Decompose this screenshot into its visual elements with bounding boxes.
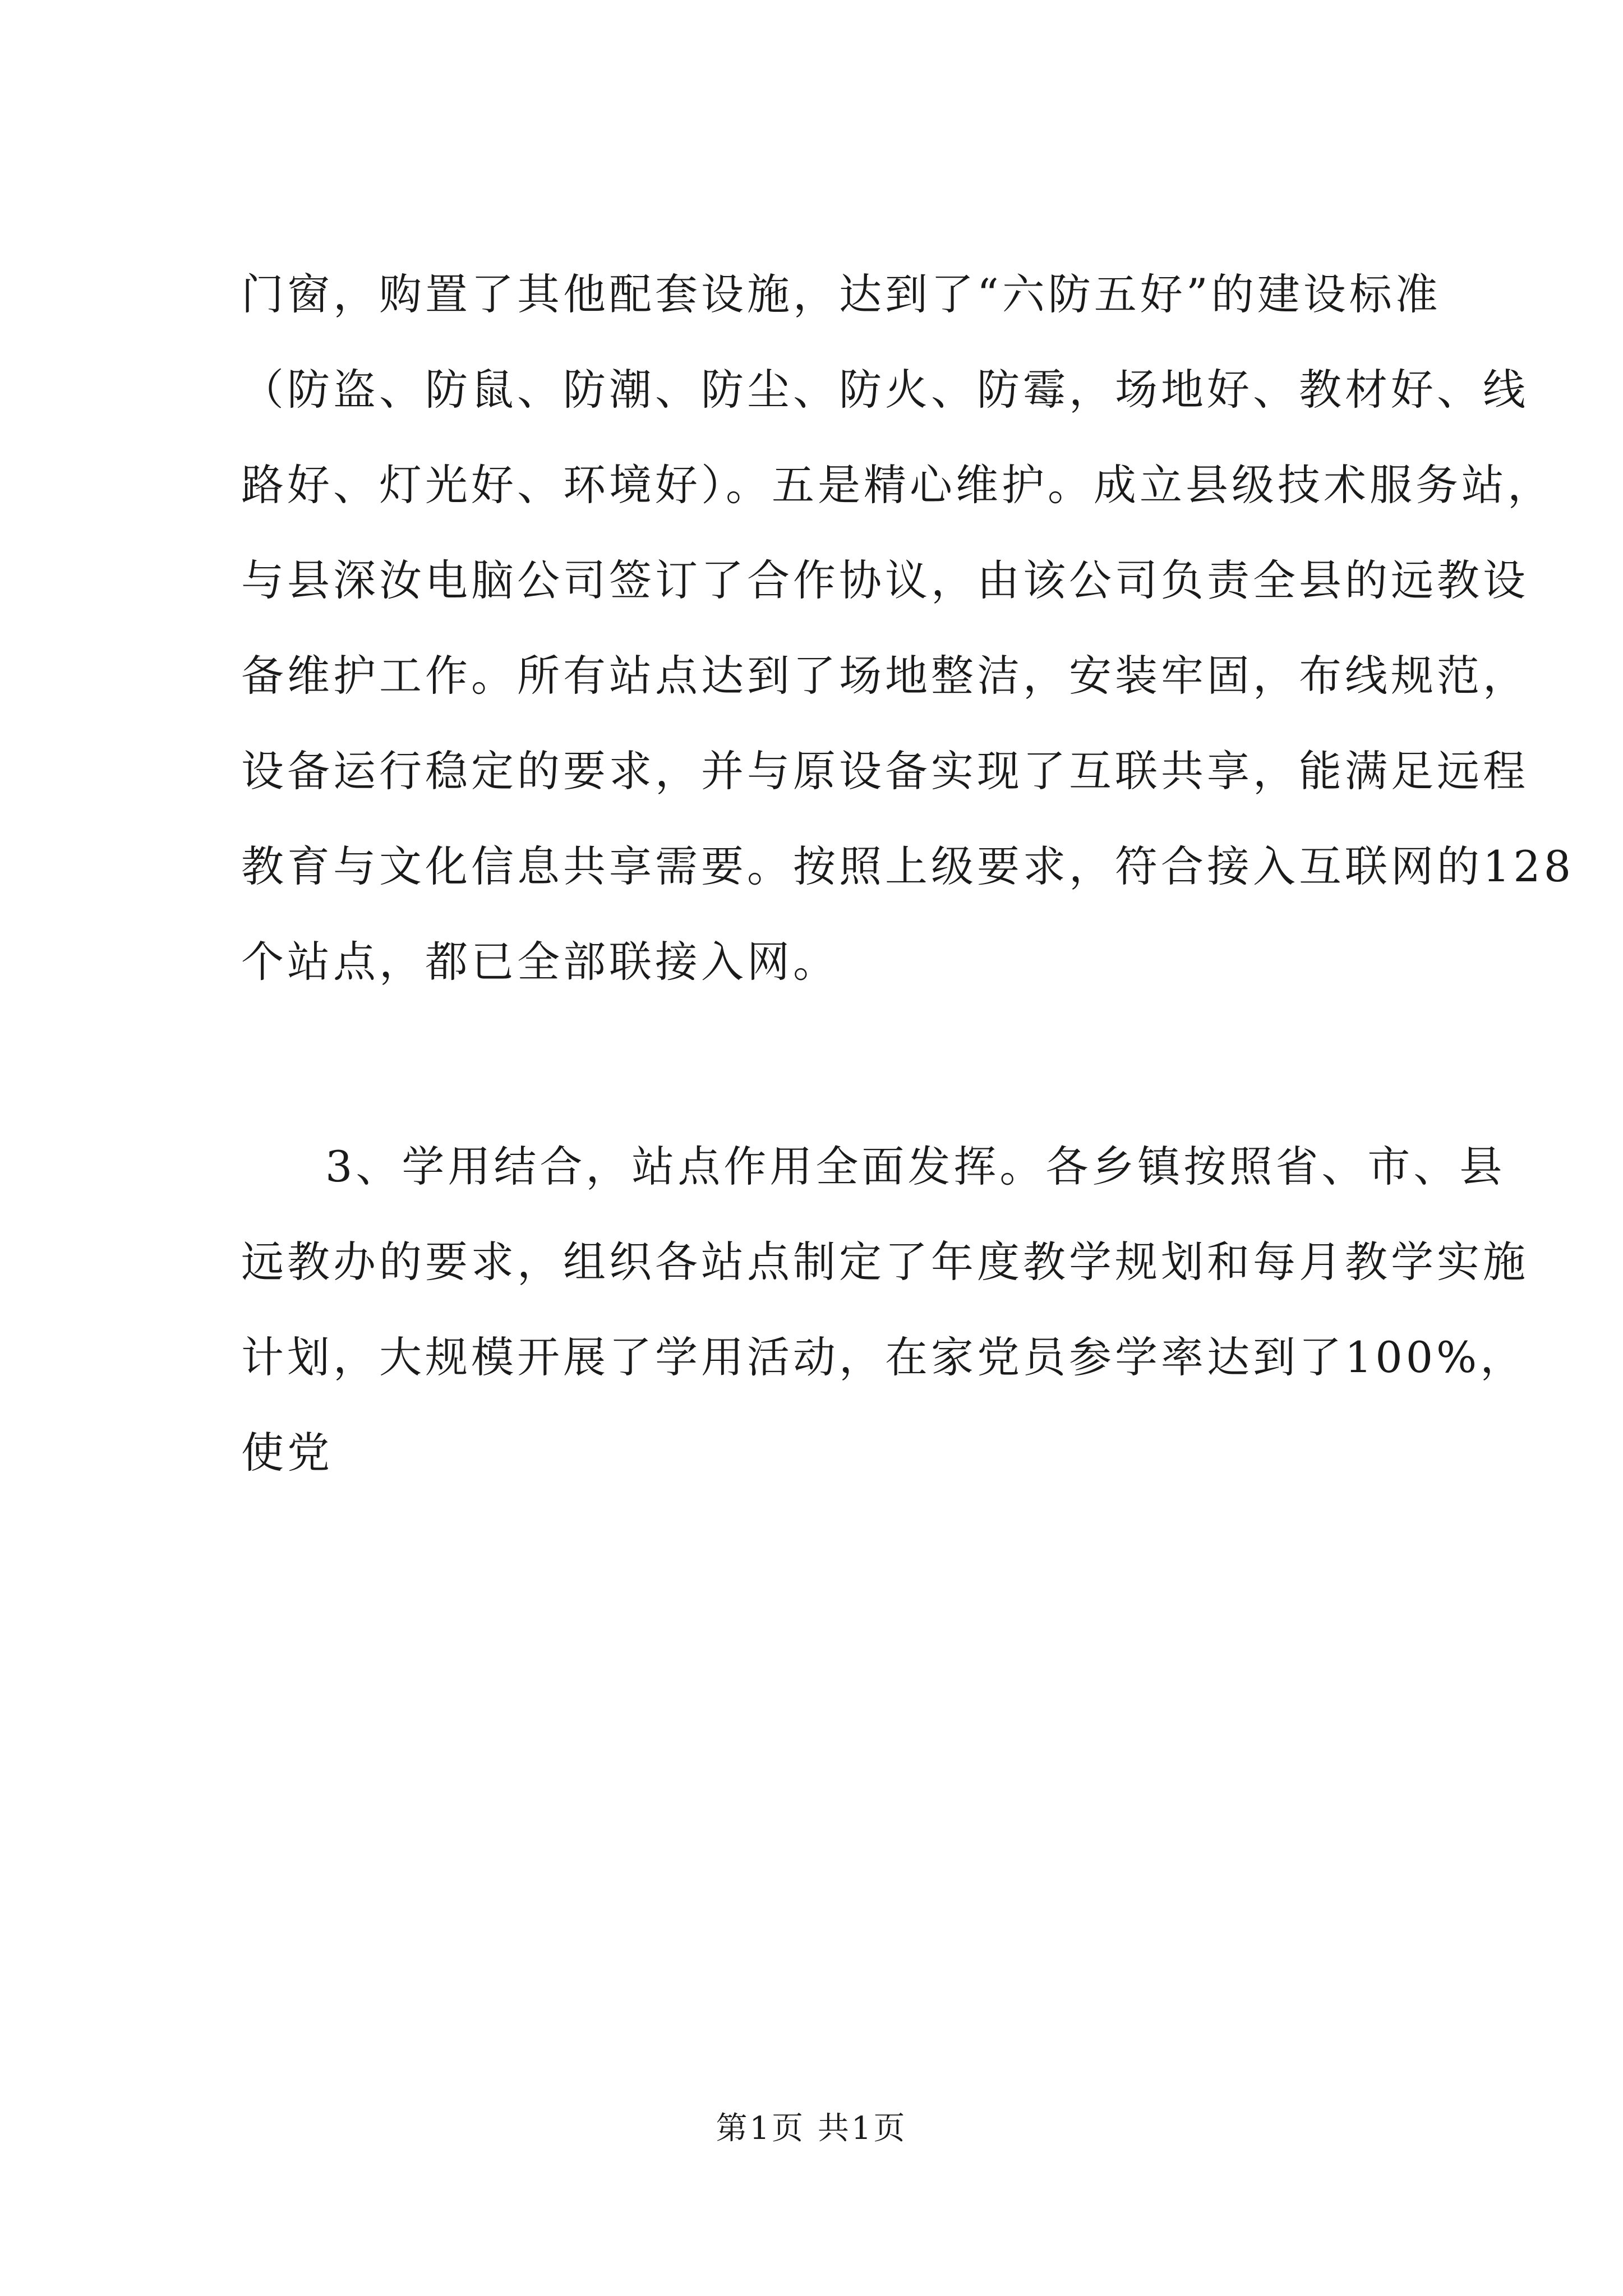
paragraph-line-8: 个站点，都已全部联接入网。 (241, 937, 839, 987)
paragraph-line-11: 计划，大规模开展了学用活动，在家党员参学率达到了100%， (241, 1332, 1527, 1382)
paragraph-line-9: 3、学用结合，站点作用全面发挥。各乡镇按照省、市、县 (325, 1142, 1506, 1191)
paragraph-line-1: 门窗，购置了其他配套设施，达到了“六防五好”的建设标准 (241, 269, 1441, 319)
paragraph-line-4: 与县深汝电脑公司签订了合作协议，由该公司负责全县的远教设 (241, 555, 1529, 605)
paragraph-line-2: （防盗、防鼠、防潮、防尘、防火、防霉，场地好、教材好、线 (241, 365, 1529, 415)
page-footer: 第1页 共1页 (716, 2110, 907, 2147)
paragraph-line-6: 设备运行稳定的要求，并与原设备实现了互联共享，能满足远程 (241, 746, 1529, 796)
paragraph-line-12: 使党 (241, 1428, 333, 1478)
paragraph-line-7: 教育与文化信息共享需要。按照上级要求，符合接入互联网的128 (241, 841, 1575, 891)
paragraph-line-10: 远教办的要求，组织各站点制定了年度教学规划和每月教学实施 (241, 1237, 1529, 1287)
paragraph-line-5: 备维护工作。所有站点达到了场地整洁，安装牢固，布线规范， (241, 651, 1529, 701)
paragraph-line-3: 路好、灯光好、环境好）。五是精心维护。成立县级技术服务站， (241, 460, 1553, 510)
